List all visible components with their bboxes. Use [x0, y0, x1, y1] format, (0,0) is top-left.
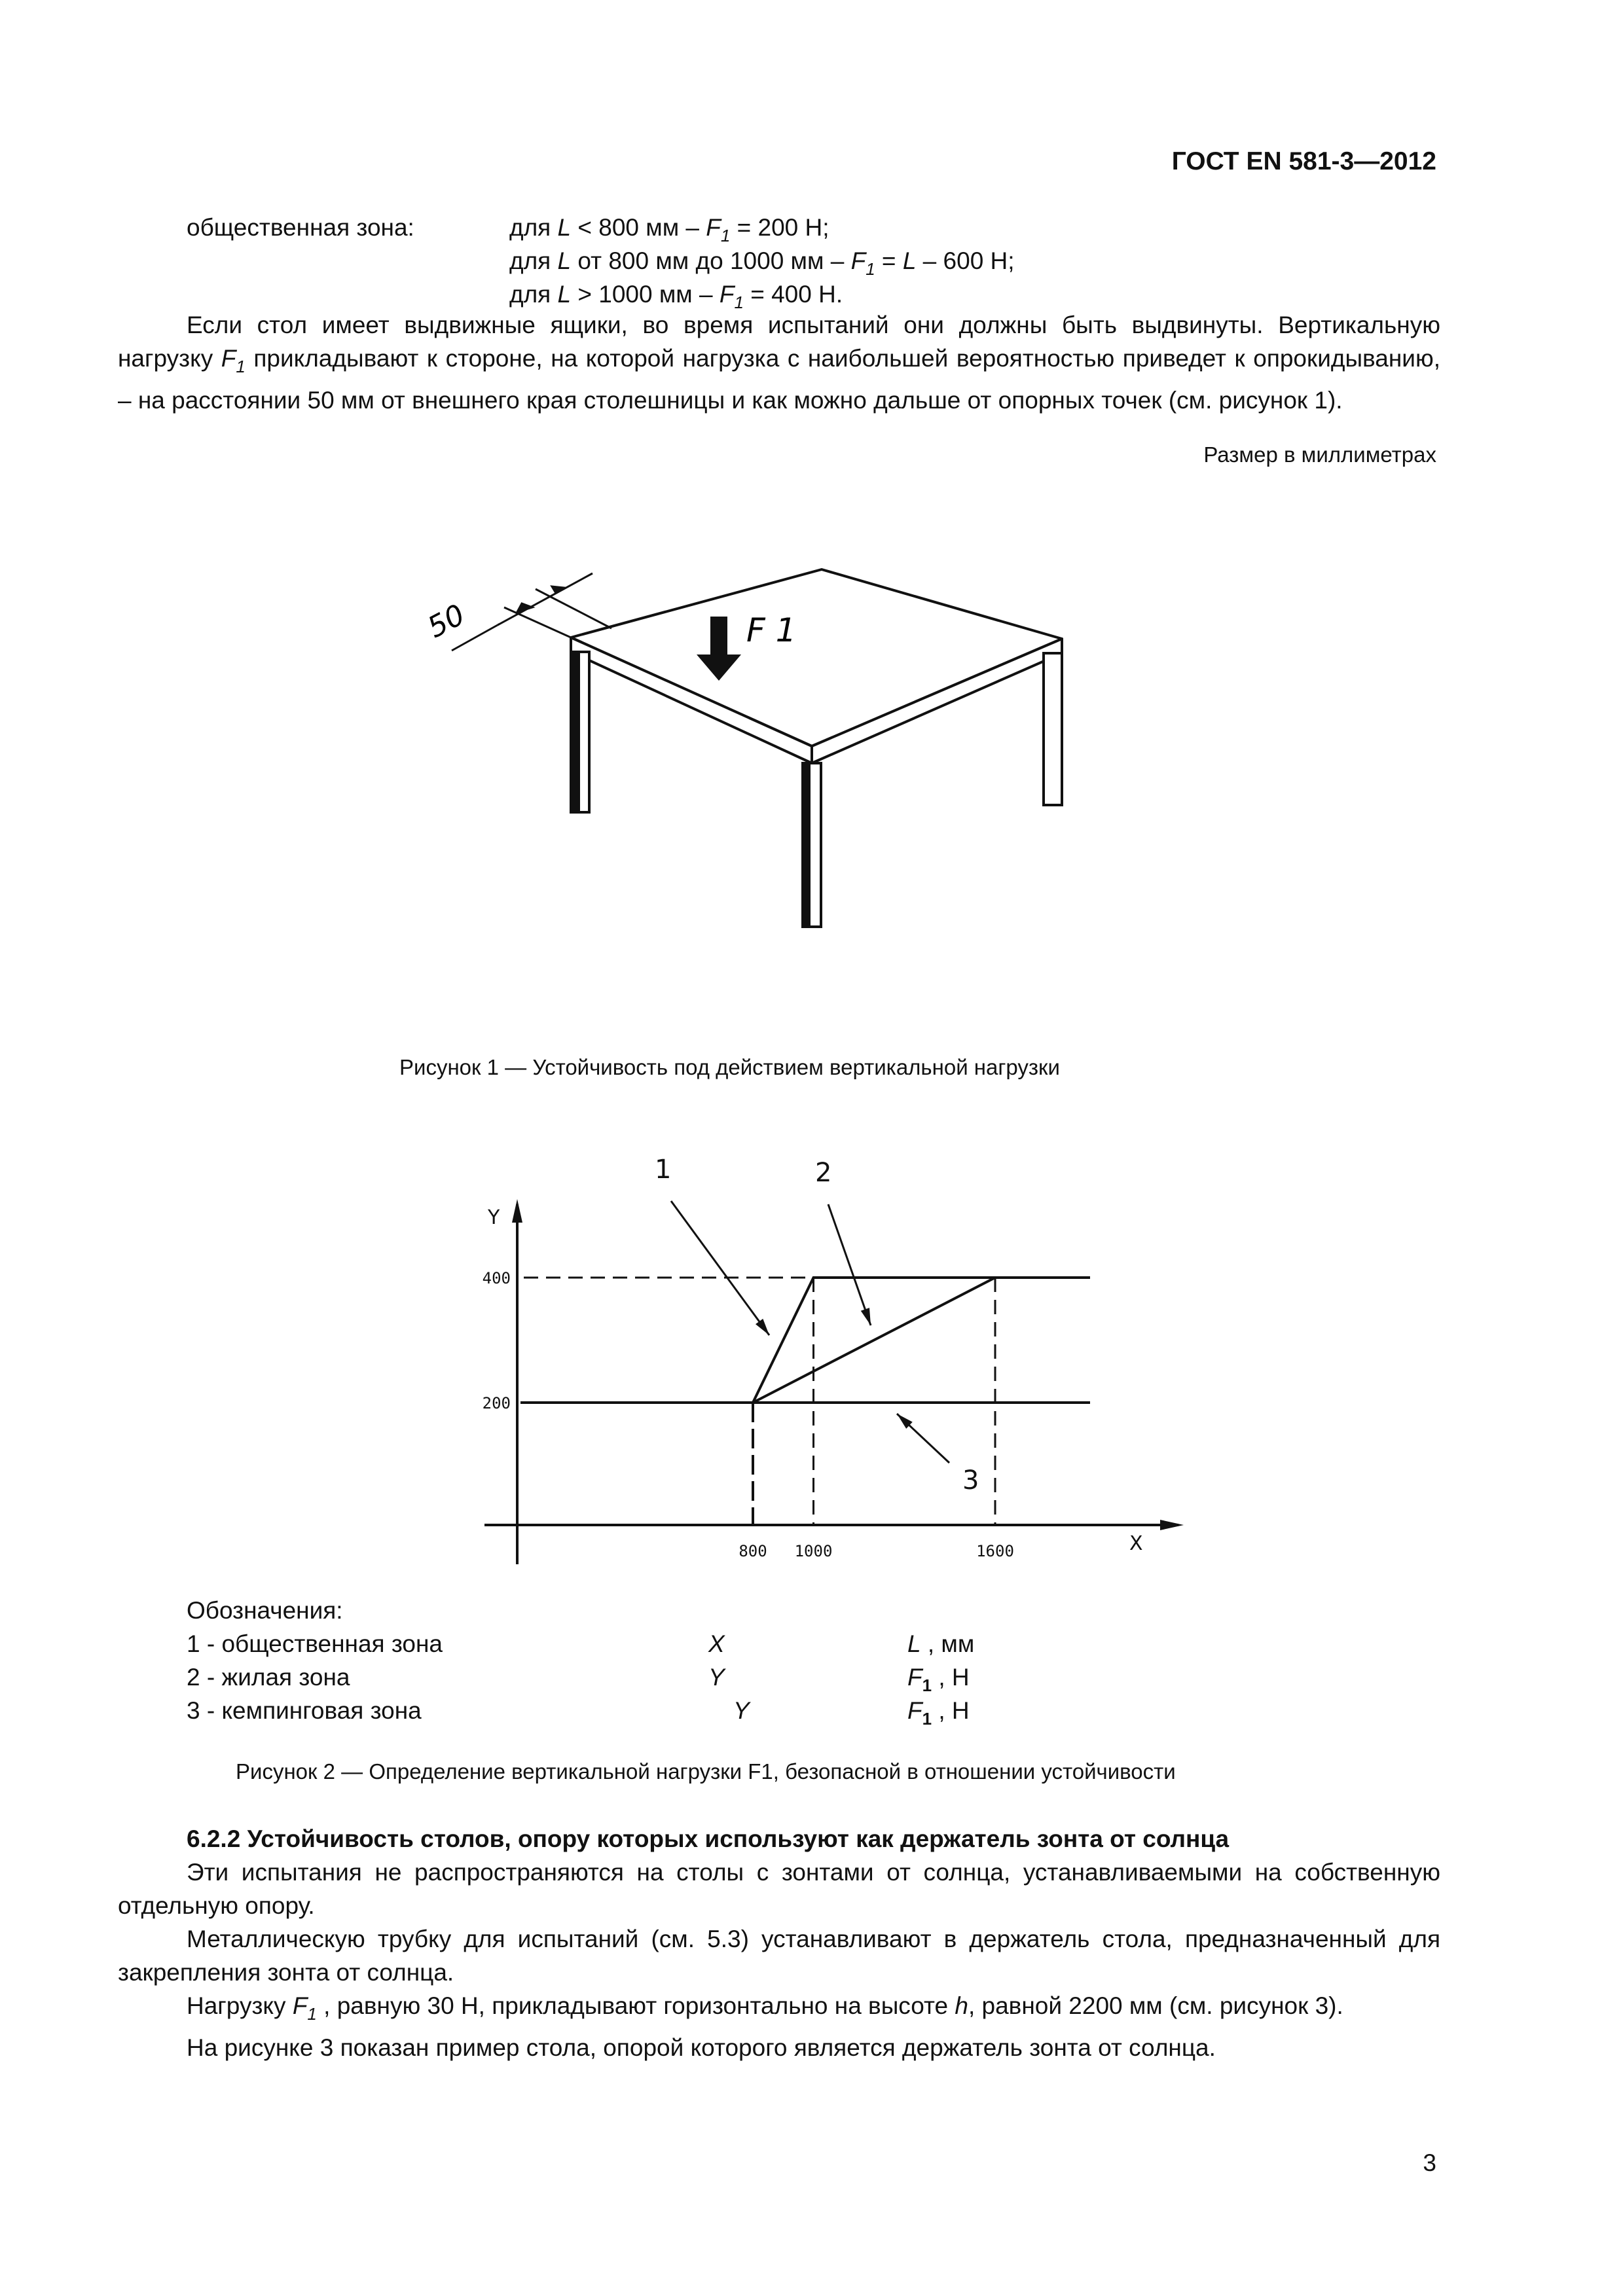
y-tick-label: 400 [482, 1269, 511, 1287]
y-tick-label: 200 [482, 1394, 511, 1412]
zone-line-2: для L от 800 мм до 1000 мм – $F_1 = L - 600$ Н; [509, 247, 1015, 279]
legend-quantity: $F_1$ , Н [907, 1697, 970, 1729]
legend-quantity: L , мм [907, 1630, 975, 1657]
callout-label: 2 [815, 1158, 832, 1188]
y-axis-arrow [512, 1199, 522, 1223]
callout-leader [671, 1201, 769, 1335]
callout-leader [828, 1204, 871, 1325]
section-p2: Металлическую трубку для испытаний (см. 5.3) устанавливают в держатель стола, предназначенный для закрепления зонта от солнца. [118, 1926, 1440, 1986]
units-note: Размер в миллиметрах [1203, 442, 1436, 467]
legend-item: 3 - кемпинговая зона [187, 1697, 422, 1724]
legend-title: Обозначения: [187, 1597, 343, 1624]
document-id: ГОСТ EN 581-3—2012 [1171, 147, 1436, 175]
callout-arrowhead [861, 1308, 871, 1325]
legend-symbol: Y [708, 1664, 725, 1691]
force-label: F 1 [746, 611, 797, 649]
section-p4: На рисунке 3 показан пример стола, опорой которого является держатель зонта от солнца. [187, 2034, 1216, 2061]
section-6-2-2 [118, 1822, 1440, 2064]
section-p3: Нагрузку $F_1$ , равную 30 Н, прикладывают горизонтально на высоте h, равной 2200 мм (см. рисунок 3). [187, 1992, 1343, 2024]
zone-line-1: для L < 800 мм – $F_1 = 200$ Н; [509, 214, 830, 245]
zone-line-3: для L > 1000 мм – $F_1 = 400$ Н. [509, 281, 843, 312]
legend-quantity: $F_1$ , Н [907, 1664, 970, 1695]
figure-1-caption: Рисунок 1 — Устойчивость под действием вертикальной нагрузки [399, 1055, 1060, 1079]
zone-label: общественная зона: [187, 214, 414, 241]
x-tick-label: 800 [739, 1542, 767, 1560]
x-tick-label: 1600 [976, 1542, 1014, 1560]
y-axis-label: Y [488, 1206, 500, 1229]
paragraph-drawers: Если стол имеет выдвижные ящики, во время испытаний они должны быть выдвинуты. Вертикальную нагрузку $F_1$ прикладывают к стороне, на которой нагрузка с наибольшей вероятностью приведет к опрокидыванию, – на расстоянии 50 мм от внешнего края столешницы и как можно дальше от опорных точек (см. рисунок 1). [118, 312, 1441, 414]
legend-symbol: X [708, 1630, 725, 1657]
legend-symbol: Y [733, 1697, 750, 1724]
legend-item: 1 - общественная зона [187, 1630, 443, 1657]
callout-arrowhead [756, 1319, 769, 1335]
x-axis-label: X [1129, 1532, 1143, 1555]
callout-label: 1 [655, 1155, 672, 1185]
legend-item: 2 - жилая зона [187, 1664, 350, 1691]
page-number: 3 [1423, 2149, 1436, 2176]
figure-2-caption: Рисунок 2 — Определение вертикальной нагрузки F1, безопасной в отношении устойчивости [236, 1759, 1176, 1784]
series-line-1 [753, 1278, 1077, 1403]
section-heading: 6.2.2 Устойчивость столов, опору которых используют как держатель зонта от солнца [187, 1825, 1230, 1852]
section-p1: Эти испытания не распространяются на столы с зонтами от солнца, устанавливаемыми на собственную отдельную опору. [118, 1859, 1440, 1919]
dimension-50-label: 50 [422, 598, 471, 645]
x-axis-arrow [1160, 1520, 1184, 1530]
callout-label: 3 [962, 1465, 979, 1496]
x-tick-label: 1000 [794, 1542, 833, 1560]
